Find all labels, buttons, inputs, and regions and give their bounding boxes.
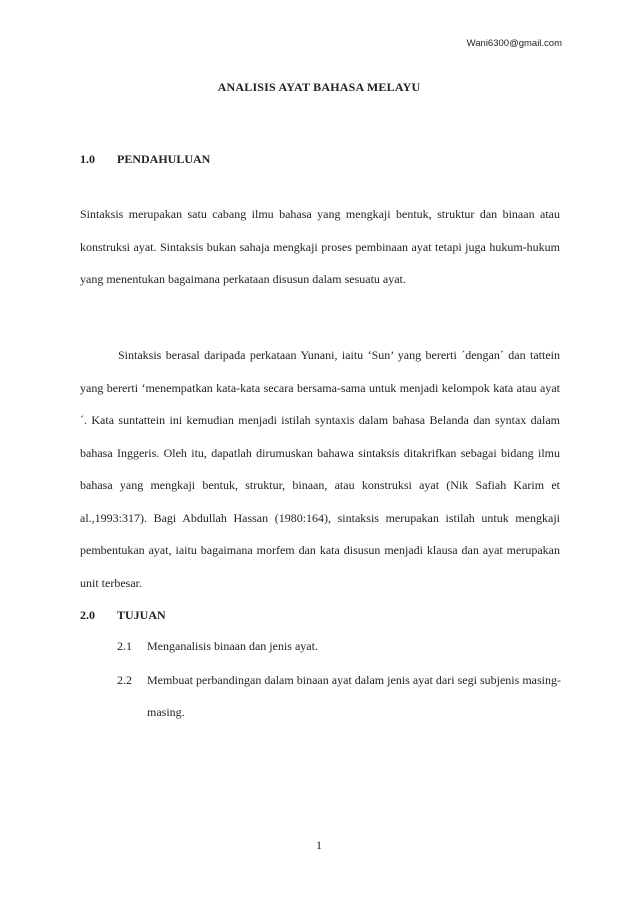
intro-paragraph-1: Sintaksis merupakan satu cabang ilmu bahasa yang mengkaji bentuk, struktur dan binaan atau konstruksi ayat. Sintaksis bukan sahaja mengkaji proses pembinaan ayat tetapi juga hukum-hukum yang menentukan bagaimana perkataan disusun dalam sesuatu ayat.: [80, 207, 560, 286]
objective-item-1: [117, 630, 561, 662]
section-heading-objectives: [80, 608, 166, 623]
objective-text: Membuat perbandingan dalam binaan ayat dalam jenis ayat dari segi subjenis masing-masing.: [147, 673, 561, 719]
objective-number: 2.1: [117, 639, 132, 653]
section-number: 1.0: [80, 152, 95, 166]
section-title: TUJUAN: [117, 608, 166, 622]
page-number: 1: [316, 838, 322, 852]
section-number: 2.0: [80, 608, 95, 622]
objective-text: Menganalisis binaan dan jenis ayat.: [147, 639, 318, 653]
objective-item-2: [117, 664, 561, 728]
section-heading-introduction: [80, 152, 210, 167]
section-title: PENDAHULUAN: [117, 152, 211, 166]
header-email: Wani6300@gmail.com: [466, 38, 562, 49]
objective-number: 2.2: [117, 673, 132, 687]
document-title: ANALISIS AYAT BAHASA MELAYU: [217, 80, 421, 94]
intro-paragraph-2: Sintaksis berasal daripada perkataan Yunani, iaitu ‘Sun’ yang bererti ´dengan´ dan tattein yang bererti ‘menempatkan kata-kata secara bersama-sama untuk menjadi kelompok kata atau ayat´. Kata suntattein ini kemudian menjadi istilah syntaxis dalam bahasa Belanda dan syntax dalam bahasa Inggeris. Oleh itu, dapatlah dirumuskan bahawa sintaksis ditakrifkan sebagai bidang ilmu bahasa yang mengkaji bentuk, struktur, binaan, atau konstruksi ayat (Nik Safiah Karim et al.,1993:317). Bagi Abdullah Hassan (1980:164), sintaksis merupakan istilah untuk mengkaji pembentukan ayat, iaitu bagaimana morfem dan kata disusun menjadi klausa dan ayat merupakan unit terbesar.: [80, 348, 560, 590]
